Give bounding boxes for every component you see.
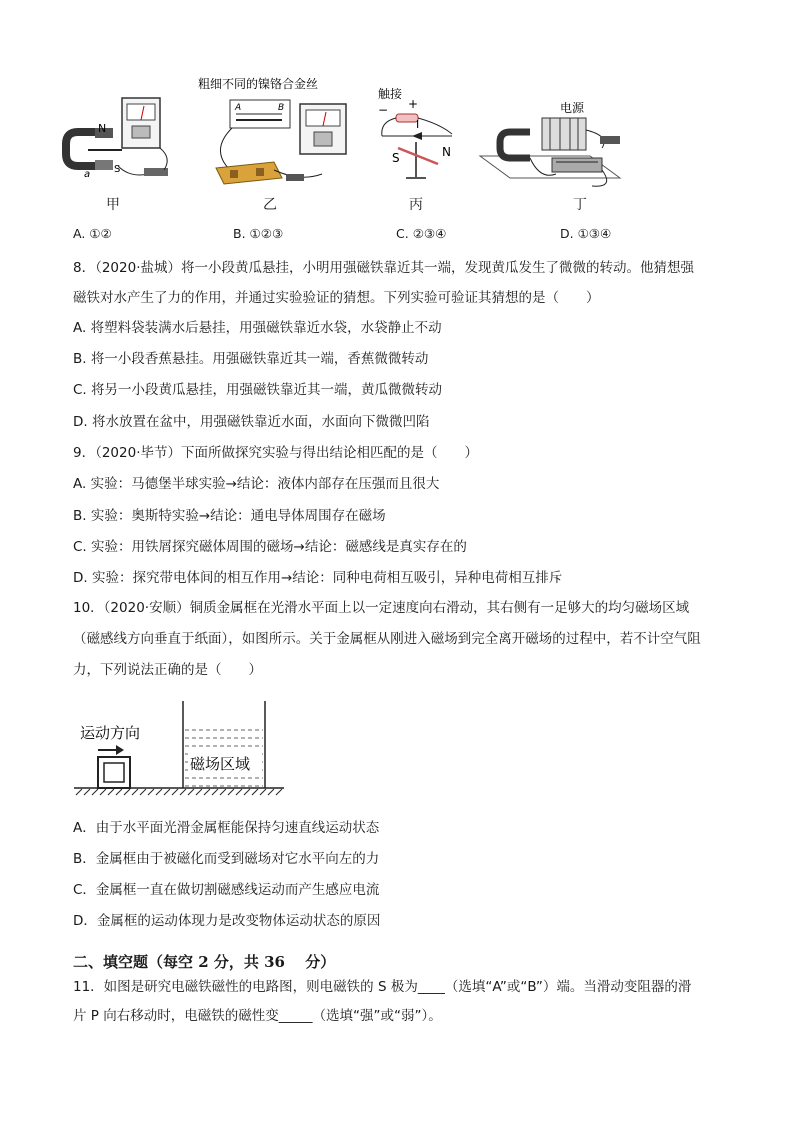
section2-title: 二、填空题（每空 2 分，共 36 分） <box>73 953 336 971</box>
figure-ding-drawing <box>480 100 620 186</box>
q8-stem-line1: 8．（2020·盐城）将一小段黄瓜悬挂，小明用强磁铁靠近其一端，发现黄瓜发生了微微的转动。他猜想强 <box>73 260 694 276</box>
figure-jia-drawing <box>66 98 168 180</box>
q8-stem-line2: 磁铁对水产生了力的作用，并通过实验验证的猜想。下列实验可验证其猜想的是（ ） <box>73 290 600 306</box>
field-region-label: 磁场区域 <box>190 755 251 773</box>
q10-option-a: A．由于水平面光滑金属框能保持匀速直线运动状态 <box>73 820 380 836</box>
q7-option-a: A. ①② <box>73 226 112 241</box>
q7-option-c: C. ②③④ <box>396 226 447 241</box>
motion-direction-label: 运动方向 <box>80 724 141 742</box>
bing-minus: − <box>378 103 389 117</box>
metal-frame-outer <box>98 757 130 788</box>
yi-a-letter: A <box>235 103 242 113</box>
q9-stem: 9．（2020·毕节）下面所做探究实验与得出结论相匹配的是（ ） <box>73 445 478 461</box>
q10-option-c: C．金属框一直在做切割磁感线运动而产生感应电流 <box>73 882 380 898</box>
figure-yi-drawing <box>198 76 346 184</box>
q9-option-d: D. 实验：探究带电体间的相互作用→结论：同种电荷相互吸引，异种电荷相互排斥 <box>73 570 563 586</box>
figure-label-yi: 乙 <box>263 197 277 213</box>
q8-option-c: C. 将另一小段黄瓜悬挂，用强磁铁靠近其一端，黄瓜微微转动 <box>73 382 443 398</box>
metal-frame-inner <box>104 763 124 782</box>
q10-option-d: D．金属框的运动体现力是改变物体运动状态的原因 <box>73 913 381 929</box>
bing-i-letter: I <box>416 118 420 131</box>
q8-option-a: A. 将塑料袋装满水后悬挂，用强磁铁靠近水袋，水袋静止不动 <box>73 320 442 336</box>
q10-stem-line2: （磁感线方向垂直于纸面），如图所示。关于金属框从刚进入磁场到完全离开磁场的过程中，若不计空气阻 <box>73 631 701 647</box>
q9-option-c: C. 实验：用铁屑探究磁体周围的磁场→结论：磁感线是真实存在的 <box>73 539 467 555</box>
figure-label-bing: 丙 <box>409 197 423 213</box>
q11-line1: 11．如图是研究电磁铁磁性的电路图，则电磁铁的 S 极为____（选填“A”或“B”）端。当滑动变阻器的滑 <box>73 979 692 995</box>
jia-n-letter: N <box>98 122 107 135</box>
figure-bing-drawing <box>378 86 452 178</box>
q8-option-b: B. 将一小段香蕉悬挂。用强磁铁靠近其一端，香蕉微微转动 <box>73 351 429 367</box>
figures-row <box>60 70 750 215</box>
figure-label-jia: 甲 <box>106 197 120 213</box>
q10-figure <box>70 696 290 802</box>
bing-plus: + <box>408 97 419 111</box>
bing-n-letter: N <box>442 145 451 159</box>
bing-caption: 触接 <box>378 87 403 101</box>
yi-caption: 粗细不同的镍铬合金丝 <box>198 77 319 91</box>
q9-option-a: A. 实验：马德堡半球实验→结论：液体内部存在压强而且很大 <box>73 476 440 492</box>
q7-option-d: D. ①③④ <box>560 226 612 241</box>
ground-hatching <box>76 789 282 795</box>
q9-option-b: B. 实验：奥斯特实验→结论：通电导体周围存在磁场 <box>73 508 386 524</box>
motion-arrow-head <box>116 745 124 755</box>
q10-stem-line1: 10．（2020·安顺）铜质金属框在光滑水平面上以一定速度向右滑动，其右侧有一足够大的均匀磁场区域 <box>73 600 690 616</box>
q11-line2: 片 P 向右移动时，电磁铁的磁性变_____（选填“强”或“弱”）。 <box>73 1008 442 1024</box>
q10-stem-line3: 力，下列说法正确的是（ ） <box>73 662 262 678</box>
yi-b-letter: B <box>278 103 285 113</box>
ding-caption: 电源 <box>560 101 585 115</box>
q7-option-b: B. ①②③ <box>233 226 284 241</box>
bing-s-letter: S <box>392 151 400 165</box>
jia-a-letter: a <box>84 169 91 180</box>
jia-s-letter: S <box>114 164 121 175</box>
q7-options <box>73 226 733 244</box>
q10-option-b: B．金属框由于被磁化而受到磁场对它水平向左的力 <box>73 851 380 867</box>
figure-label-ding: 丁 <box>573 197 587 213</box>
q8-option-d: D. 将水放置在盆中，用强磁铁靠近水面，水面向下微微凹陷 <box>73 414 430 430</box>
